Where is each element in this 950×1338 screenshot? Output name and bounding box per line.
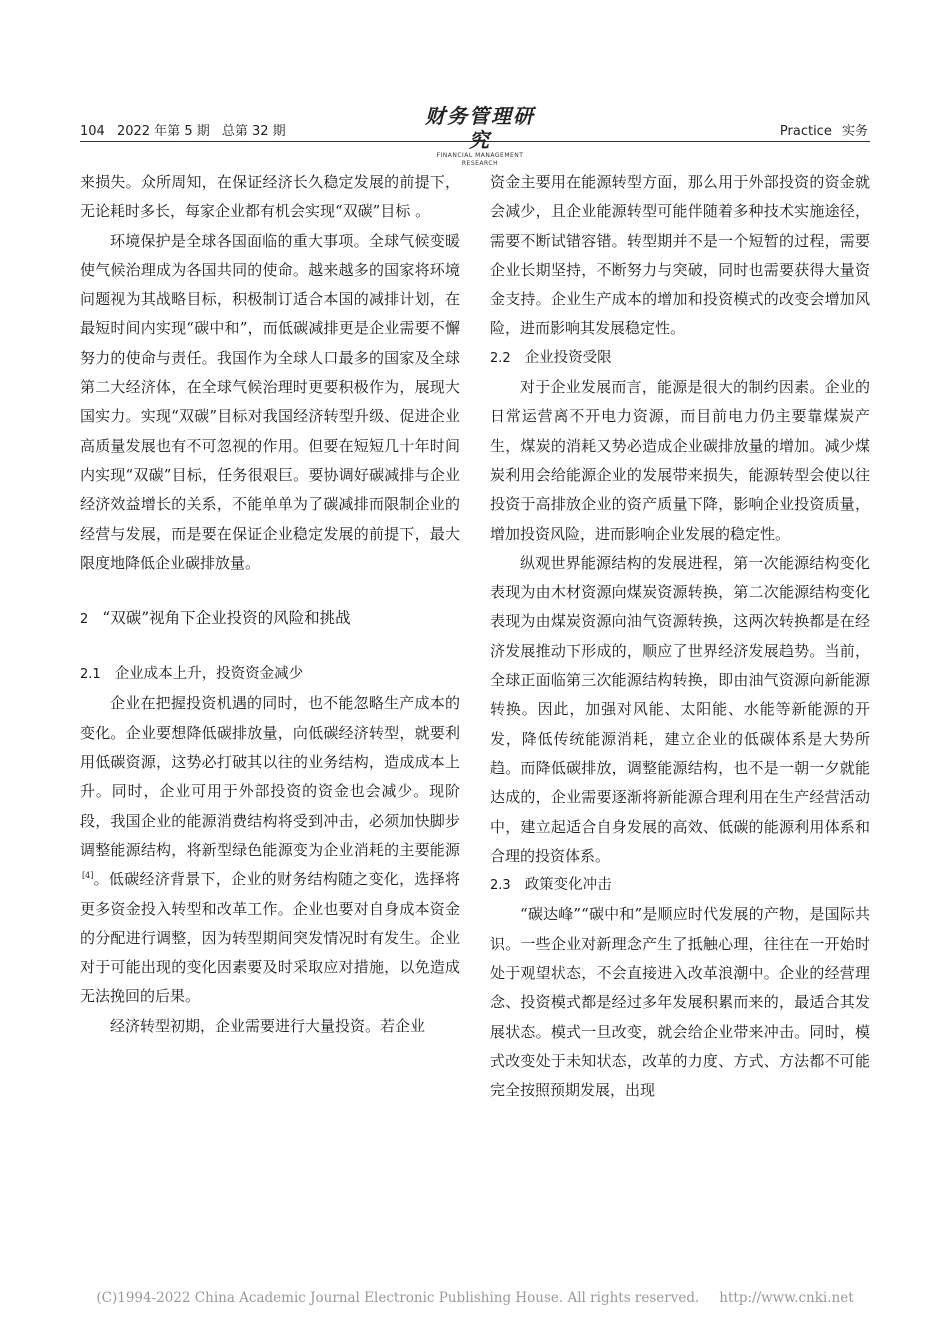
subsection-heading [490,344,870,373]
citation-reference[interactable]: [4] [82,871,94,881]
journal-logo [425,104,535,167]
paragraph: 环境保护是全球各国面临的重大事项。全球气候变暖使气候治理成为各国共同的使命。越来越多的国家将环境问题视为其战略目标，积极制订适合本国的减排计划，在最短时间内实现“碳中和”，而低碳减排更是企业需要不懈努力的使命与责任。我国作为全球人口最多的国家及全球第二大经济体，在全球气候治理时更要积极作为，展现大国实力。实现“双碳”目标对我国经济转型升级、促进企业高质量发展也有不可忽视的作用。但要在短短几十年时间内实现“双碳”目标，任务很艰巨。要协调好碳减排与企业经济效益增长的关系，不能单单为了碳减排而限制企业的经营与发展，而是要在保证企业稳定发展的前提下，最大限度地降低企业碳排放量。 [80,231,460,572]
subsection-title: 企业投资受限 [524,349,612,366]
paragraph: 纵观世界能源结构的发展进程，第一次能源结构变化表现为由木材资源向煤炭资源转换，第二次能源结构变化表现为由煤炭资源向油气资源转换，这两次转换都是在经济发展推动下形成的，顺应了世界经济发展趋势。当前，全球正面临第三次能源结构转换，即由油气资源向新能源转换。因此，加强对风能、太阳能、水能等新能源的开发，降低传统能源消耗，建立企业的低碳体系是大势所趋。而降低碳排放，调整能源结构，也不是一朝一夕就能达成的，企业需要逐渐将新能源合理利用在生产经营活动中，建立起适合自身发展的高效、低碳的能源利用体系和合理的投资体系。 [490,553,870,865]
section-label-cn: 实务 [841,124,868,139]
spacer [80,634,460,660]
paragraph-text: 。低碳经济背景下，企业的财务结构随之变化，选择将更多资金投入转型和改革工作。企业也要对自身成本资金的分配进行调整，因为转型期间突发情况时有发生。企业对于可能出现的变化因素要及时采取应对措施，以免造成无法挽回的后果。 [80,870,460,1006]
subsection-title: 企业成本上升，投资资金减少 [114,666,304,683]
journal-name-en: FINANCIAL MANAGEMENT RESEARCH [436,152,524,167]
paragraph: 资金主要用在能源转型方面，那么用于外部投资的资金就会减少，且企业能源转型可能伴随着多种技术实施途径，需要不断试错容错。转型期并不是一个短暂的过程，需要企业长期坚持，不断努力与突破，同时也需要获得大量资金支持。企业生产成本的增加和投资模式的改变会增加风险，进而影响其发展稳定性。 [490,173,870,338]
left-column [80,168,460,1041]
spacer [80,578,460,604]
page-footer [0,1290,950,1306]
paragraph [80,689,460,1011]
footer-url[interactable]: http://www.cnki.net [719,1290,854,1306]
paragraph: 对于企业发展而言，能源是很大的制约因素。企业的日常运营离不开电力资源，而目前电力仍主要靠煤炭产生，煤炭的消耗又势必造成企业碳排放量的增加。减少煤炭利用会给能源企业的发展带来损失，能源转型会使以往投资于高排放企业的资产质量下降，影响企业投资质量，增加投资风险，进而影响企业发展的稳定性。 [490,378,870,543]
paragraph-text: 企业在把握投资机遇的同时，也不能忽略生产成本的变化。企业要想降低碳排放量，向低碳经济转型，就要利用低碳资源，这势必打破其以往的业务结构，造成成本上升。同时，企业可用于外部投资的资金也会减少。现阶段，我国企业的能源消费结构将受到冲击，必须加快脚步调整能源结构，将新型绿色能源变为企业消耗的主要能源 [80,694,460,859]
paragraph: 来损失。众所周知，在保证经济长久稳定发展的前提下，无论耗时多长，每家企业都有机会实现“双碳”目标 。 [80,173,460,221]
page-header [0,100,950,167]
journal-name-cn: 财务管理研究 [425,104,535,152]
right-column [490,168,870,1106]
header-right [774,120,868,139]
section-label-en: Practice [779,124,832,139]
subsection-heading [490,871,870,900]
paragraph: 经济转型初期，企业需要进行大量投资。若企业 [110,1016,426,1035]
section-number: 2 [80,612,89,628]
subsection-number: 2.1 [80,667,101,683]
subsection-title: 政策变化冲击 [524,877,612,894]
header-left [80,120,294,139]
page-number: 104 [80,124,105,139]
subsection-number: 2.2 [490,350,511,366]
header-divider [80,141,870,142]
issue-label: 2022 年第 5 期 [116,124,210,139]
section-title: “双碳”视角下企业投资的风险和挑战 [102,609,351,628]
total-issue-label: 总第 32 期 [221,124,286,139]
paragraph: “碳达峰”“碳中和”是顺应时代发展的产物，是国际共识。一些企业对新理念产生了抵触心理，往往在一开始时处于观望状态，不会直接进入改革浪潮中。企业的经营理念、投资模式都是经过多年发展积累而来的，最适合其发展状态。模式一旦改变，就会给企业带来冲击。同时，模式改变处于未知状态，改革的力度、方式、方法都不可能完全按照预期发展，出现 [490,905,870,1100]
subsection-number: 2.3 [490,878,511,894]
copyright-notice: (C)1994-2022 China Academic Journal Electronic Publishing House. All rights reserved. [96,1290,700,1306]
subsection-heading [80,660,460,689]
section-heading [80,604,460,634]
